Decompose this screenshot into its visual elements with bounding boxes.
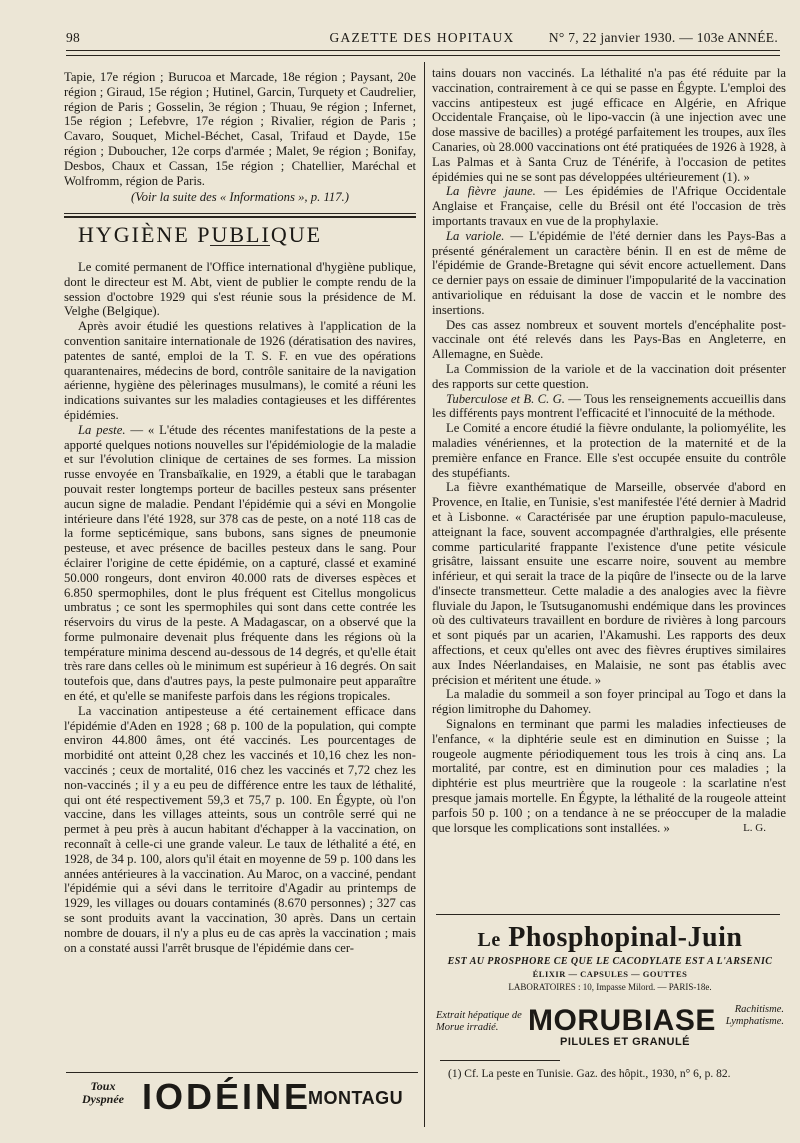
ad-right-text xyxy=(726,1004,784,1028)
paragraph-lead: Tuberculose et B. C. G. xyxy=(446,391,565,406)
continuation-note: (Voir la suite des « Informations », p. 117.) xyxy=(131,190,349,205)
ad-left-text xyxy=(82,1080,124,1106)
paragraph-lead: La variole. xyxy=(446,228,505,243)
ad-forms: PILULES ET GRANULÉ xyxy=(560,1036,691,1048)
paragraph-lead: La fièvre jaune. xyxy=(446,184,536,199)
footnote: (1) Cf. La peste en Tunisie. Gaz. des hôpit., 1930, n° 6, p. 82. xyxy=(448,1068,731,1080)
right-column xyxy=(432,66,786,836)
phosphopinal-ad xyxy=(440,922,780,992)
paragraph-peste xyxy=(64,423,416,704)
paragraph: Après avoir étudié les questions relatives à l'application de la convention sanitaire internationale de 1926 (dératisation des navires, patentes de santé, emploi de la T. S. F. en vue des opérations quarantenaires, médecins de bord, contrôle sanitaire de la navigation aérienne, hygiène des pèlerinages musulmans), le comité a réuni les indications suivantes sur les maladies contagieuses et les différentes épidémies. xyxy=(64,319,416,422)
paragraph: tains douars non vaccinés. La léthalité n'a pas été réduite par la vaccination, contrairement à ce qui se passe en Égypte. L'emploi des vaccins antipesteux est jugé efficace en Algérie, en Afrique Occidentale Française, où le lipo-vaccin (à une injection avec une dose massive de bacilles) a protégé parfaitement les troupes, aux îles Canaries, où 28.000 vaccinations ont été pratiquées de 1926 à 1928, à Las Palmas et à Santa Cruz de Ténérife, à l'occasion de petites épidémies qui ne se sont pas développées ultérieurement (1). » xyxy=(432,66,786,184)
paragraph: Le Comité a encore étudié la fièvre ondulante, la poliomyélite, les maladies vénériennes, et la protection de la maternité et de la première enfance en France. Elle s'est occupée ensuite du contrôle des stupéfiants. xyxy=(432,421,786,480)
ad-indication: Lymphatisme. xyxy=(725,1016,784,1027)
ad-maker: MONTAGU xyxy=(308,1088,404,1108)
ad-indication: Rachitisme. xyxy=(734,1004,784,1015)
ad-brand-name: Phosphopinal-Juin xyxy=(508,922,743,953)
ad-brand-name: MORUBIASE xyxy=(528,1004,716,1037)
paragraph-tuberculose xyxy=(432,392,786,422)
paragraph-fievre-jaune xyxy=(432,184,786,228)
ad-indication: Dyspnée xyxy=(82,1092,124,1106)
ad-brand-prefix: Le xyxy=(477,929,501,951)
section-title: HYGIÈNE PUBLIQUE xyxy=(78,222,323,248)
paragraph: La maladie du sommeil a son foyer principal au Togo et dans la région limitrophe du Dahomey. xyxy=(432,687,786,717)
section-rule xyxy=(64,213,416,214)
paragraph-lead: La peste. xyxy=(78,422,126,437)
paragraph-text: — L'épidémie de l'été dernier dans les Pays-Bas a présenté généralement un caractère bénin. Il en est de même de l'épidémie de Grande-Bretagne qui sévit encore actuellement. Dans ce dernier pays on essaie de diminuer l'impopularité de la vaccination antivariolique en réduisant la dose de vaccin et le nombre des insertions. xyxy=(432,228,786,317)
section-rule-thick xyxy=(64,216,416,218)
column-divider xyxy=(424,62,425,1127)
issue-info: N° 7, 22 janvier 1930. — 103e ANNÉE. xyxy=(548,30,778,45)
paragraph: Signalons en terminant que parmi les maladies infectieuses de l'enfance, « la diphtérie seule est en diminution en Suisse ; la rougeole augmente périodiquement tous les trois à cinq ans. La mortalité, par contre, est en diminution pour ces maladies ; la diphtérie est plus meurtrière que la rougeole : la scarlatine n'est presque jamais mortelle. En Égypte, la léthalité de la rougeole atteint parfois 50 p. 100 ; on a tendance à ne se préoccuper de la maladie que lorsque les complications sont installées. » xyxy=(432,717,786,835)
signature: L. G. xyxy=(743,822,766,835)
paragraph-text: — « L'étude des récentes manifestations de la peste a apporté quelques notions nouvelles sur l'épidémiologie de la maladie et sur l'évolution clinique de certaines de ses formes. La mission russe envoyée en Transbaïkalie, en 1929, a établi que le tarabagan pouvait rester longtemps porteur de bacilles pesteux sans présenter aucun signe de maladie. Pendant l'épidémie qui a sévi en Mongolie intérieure dans l'été 1928, sur 378 cas de peste, on a noté 118 cas de la forme septicémique, sans bubons, sans signes de pneumonie pesteuse, et avec présence de bacilles pesteux dans le sang. Pour éclairer l'origine de cette épidémie, on a capturé, classé et examiné 50.000 rongeurs, dont environ 40.000 rats de diverses espèces et 6.850 spermophiles, dont le plus fréquent est Citellus mongolicus umbratus ; ce sont les spermophiles qui sont dans cette contrée les réservoirs du virus de la peste. A Madagascar, on a observé que la forme pulmonaire devenait plus fréquente dans les régions où la température minima descend au-dessous de 14 degrés, et qu'elle était très rare dans celles où le minimum est supérieur à 16 degrés. On sait toutefois que, dans d'autres pays, la peste pulmonaire peut apparaître en été, et qu'elle se manifeste parfois dans les régions tropicales. xyxy=(64,422,416,704)
left-column xyxy=(64,70,416,955)
paragraph: La Commission de la variole et de la vaccination doit présenter des rapports sur cette question. xyxy=(432,361,786,391)
iodeine-ad xyxy=(74,1078,414,1128)
ad-forms: ÉLIXIR — CAPSULES — GOUTTES xyxy=(532,969,688,979)
paragraph-text: — Tous les renseignements accueillis dans les différents pays montrent l'efficacité et l'innocuité de la méthode. xyxy=(432,391,786,421)
ad-left-text: Extrait hépatique de Morue irradié. xyxy=(436,1010,522,1033)
page-number: 98 xyxy=(66,30,81,45)
paragraph-text: — Les épidémies de l'Afrique Occidentale Anglaise et Française, celle du Brésil ont été l'occasion de très importants travaux en vue de la prophylaxie. xyxy=(432,184,786,228)
ad-indication: Toux xyxy=(90,1079,116,1093)
paragraph: Le comité permanent de l'Office international d'hygiène publique, dont le directeur est M. Abt, vient de publier le compte rendu de la session d'octobre 1929 qui s'est réunie sous la présidence de M. Velghe (Belgique). xyxy=(64,259,416,319)
footnote-rule xyxy=(440,1060,560,1061)
page-header xyxy=(66,28,778,50)
header-rule-2 xyxy=(66,55,780,56)
paragraph: La vaccination antipesteuse a été certainement efficace dans l'épidémie d'Aden en 1928 ; 68 p. 100 de la population, qui compte environ 44.800 âmes, ont été vaccinés. Les pourcentages de morbidité ont atteint 0,28 chez les vaccinés et 10,16 chez les non-vaccinés ; ceux de mortalité, 016 chez les vaccinés et 7,72 chez les non-vaccinés ; il y a eu peu de différence entre les taux de léthalité, qui ont été respectivement 59,3 et 75,7 p. 100. En Égypte, où l'on vaccine, dans les villages atteints, sous un contrôle serré qui ne permet à peu près à aucun habitant d'échapper à la vaccination, on reconnaît à celle-ci une grande valeur. Le taux de léthalité a été, en 1928, de 34 p. 100, alors qu'il était en moyenne de 59 p. 100 dans les années antérieures à la vaccination. Au Maroc, on a vacciné, pendant l'épidémie qui a sévi dans le territoire d'Agadir au printemps de 1929, les villages ou douars contaminés (8.670 personnes) ; 327 cas se sont produits avant la vaccination, 30 après. Dans un certain nombre de douars, il n'y a plus eu de cas après la vaccination ; mais on a constaté aussi l'arrêt brusque de l'épidémie dans cer- xyxy=(64,703,416,955)
intro-paragraph: Tapie, 17e région ; Burucoa et Marcade, 18e région ; Paysant, 20e région ; Giraud, 15e région ; Hutinel, Garcin, Turquety et Caudrelier, région de Paris ; Gosselin, 3e région ; Thuau, 9e région ; Infernet, 15e région ; Lefebvre, 17e région ; Rivalier, région de Paris ; Cavaro, Souquet, Michel-Béchet, Casal, Trifaud et Dayde, 15e région ; Duboucher, 12e corps d'armée ; Malet, 9e région ; Bonifay, Desbos, Chaux et Cassan, 15e région ; Chatellier, Maréchal et Wolfromm, région de Paris. xyxy=(64,70,416,188)
paragraph-variole xyxy=(432,229,786,318)
journal-title: GAZETTE DES HOPITAUX xyxy=(329,30,515,45)
ad-rule xyxy=(436,914,780,915)
ad-tagline: EST AU PROSPHORE CE QUE LE CACODYLATE EST A L'ARSENIC xyxy=(447,956,773,967)
paragraph: Des cas assez nombreux et souvent mortels d'encéphalite post-vaccinale ont été relevés dans les Pays-Bas en Angleterre, en Allemagne, en Suède. xyxy=(432,317,786,362)
ad-brand-name: IODÉINE xyxy=(142,1076,312,1117)
paragraph: La fièvre exanthématique de Marseille, observée d'abord en Provence, en Italie, en Tunisie, s'est manifestée l'été dernier à Madrid et à Lisbonne. « Caractérisée par une éruption papulo-maculeuse, atteignant la face, souvent accompagnée d'arthralgies, elle présente comme particularité frappante l'existence d'une petite vésicule grisâtre, laissant ensuite une escarre noire, souvent au membre inférieur, et qui serait la trace de la piqûre de l'insecte ou de la larve d'insecte transmetteur. Cette maladie a des analogies avec la fièvre fluviale du Japon, le Tsutsuganomushi endémique dans les provinces où des cultivateurs travaillent en bordure de rivières à long parcours et sont piqués par un acarien, l'Akamushi. Les rapports des deux affections, et ceux qu'elles ont avec des fièvres éruptives similaires aux Indes Néerlandaises, en Malaisie, ne sont pas établis avec précision et méritent une étude. » xyxy=(432,480,786,687)
ad-brand xyxy=(440,922,780,954)
ad-rule xyxy=(66,1072,418,1073)
morubiase-ad xyxy=(436,1002,784,1046)
header-rule xyxy=(66,50,780,51)
ad-address: LABORATOIRES : 10, Impasse Milord. — PARIS-18e. xyxy=(508,982,712,992)
